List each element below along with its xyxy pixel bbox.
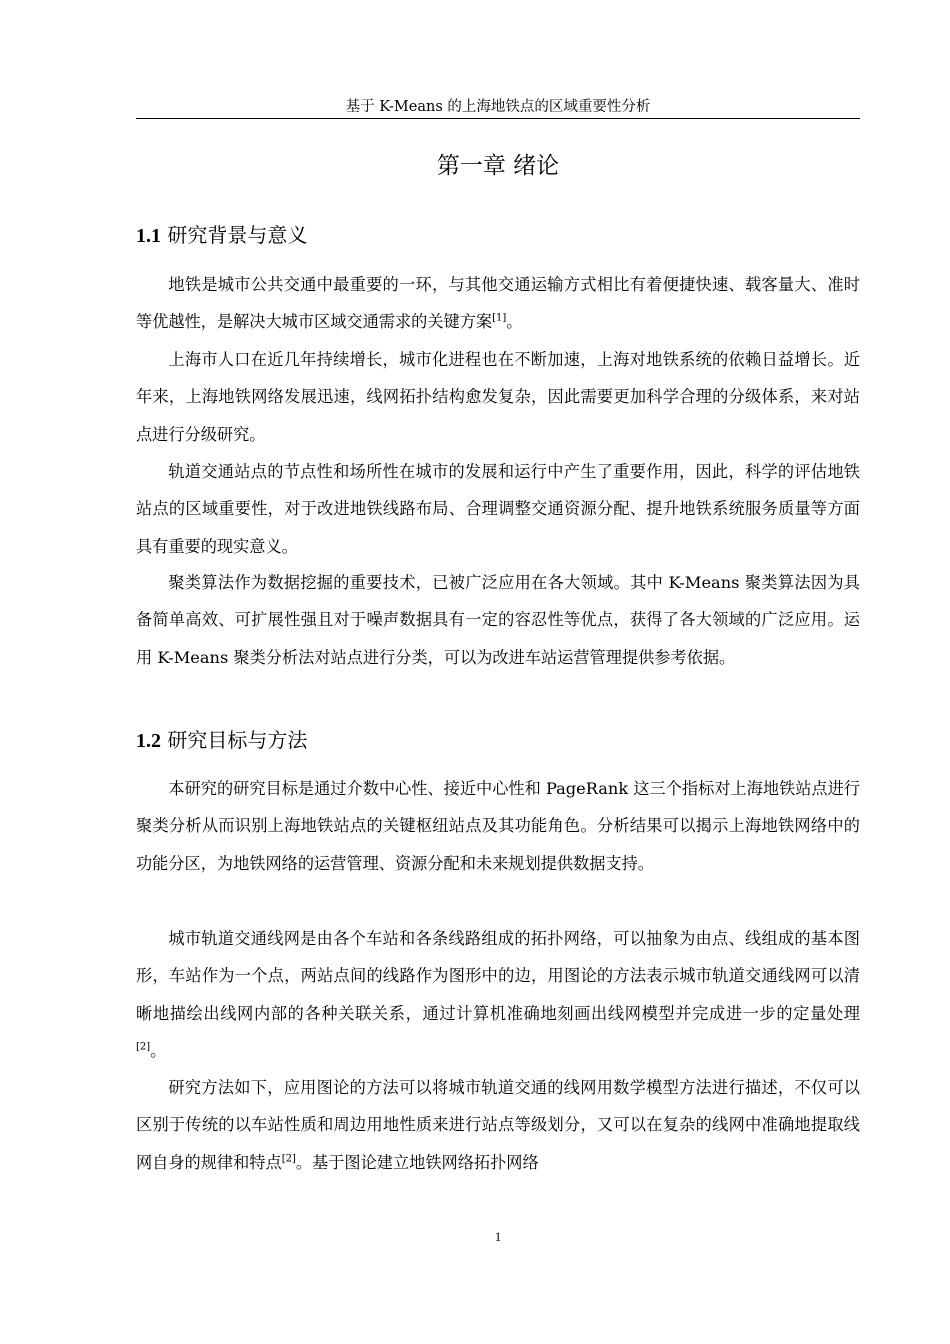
section-heading-1-1 [136,219,860,252]
citation-ref[interactable]: [2] [136,1041,151,1053]
section-heading-1-2 [136,724,860,757]
paragraph: 地铁是城市公共交通中最重要的一环，与其他交通运输方式相比有着便捷快速、载客量大、准时等优越性，是解决大城市区域交通需求的关键方案[1]。 [136,275,860,332]
page-number: 1 [494,1229,502,1244]
paragraph: 城市轨道交通线网是由各个车站和各条线路组成的拓扑网络，可以抽象为由点、线组成的基本图形，车站作为一个点，两站点间的线路作为图形中的边，用图论的方法表示城市轨道交通线网可以清晰地描绘出线网内部的各种关联关系，通过计算机准确地刻画出线网模型并完成进一步的定量处理[2]。 [136,929,860,1060]
chapter-title: 第一章 绪论 [436,153,560,179]
section-title: 研究背景与意义 [167,223,308,247]
section-number: 1.2 [136,730,161,752]
paragraph: 研究方法如下，应用图论的方法可以将城市轨道交通的线网用数学模型方法进行描述，不仅可以区别于传统的以车站性质和周边用地性质来进行站点等级划分，又可以在复杂的线网中准确地提取线网自身的规律和特点[2]。基于图论建立地铁网络拓扑网络 [136,1078,860,1172]
citation-ref[interactable]: [2] [281,1153,296,1165]
paragraph: 轨道交通站点的节点性和场所性在城市的发展和运行中产生了重要作用，因此，科学的评估地铁站点的区域重要性，对于改进地铁线路布局、合理调整交通资源分配、提升地铁系统服务质量等方面具有重要的现实意义。 [136,462,860,556]
section-number: 1.1 [136,225,161,247]
citation-ref[interactable]: [1] [492,312,507,324]
paragraph: 聚类算法作为数据挖掘的重要技术，已被广泛应用在各大领域。其中 K-Means 聚类算法因为具备简单高效、可扩展性强且对于噪声数据具有一定的容忍性等优点，获得了各大领域的广泛应用。运用 K-Means 聚类分析法对站点进行分类，可以为改进车站运营管理提供参考依据。 [136,573,860,667]
section-title: 研究目标与方法 [167,728,308,752]
header-rule [136,118,860,119]
running-header: 基于 K-Means 的上海地铁点的区域重要性分析 [345,99,651,115]
paragraph: 本研究的研究目标是通过介数中心性、接近中心性和 PageRank 这三个指标对上海地铁站点进行聚类分析从而识别上海地铁站点的关键枢纽站点及其功能角色。分析结果可以揭示上海地铁网络中的功能分区，为地铁网络的运营管理、资源分配和未来规划提供数据支持。 [136,779,860,873]
paragraph: 上海市人口在近几年持续增长，城市化进程也在不断加速，上海对地铁系统的依赖日益增长。近年来，上海地铁网络发展迅速，线网拓扑结构愈发复杂，因此需要更加科学合理的分级体系，来对站点进行分级研究。 [136,350,860,444]
